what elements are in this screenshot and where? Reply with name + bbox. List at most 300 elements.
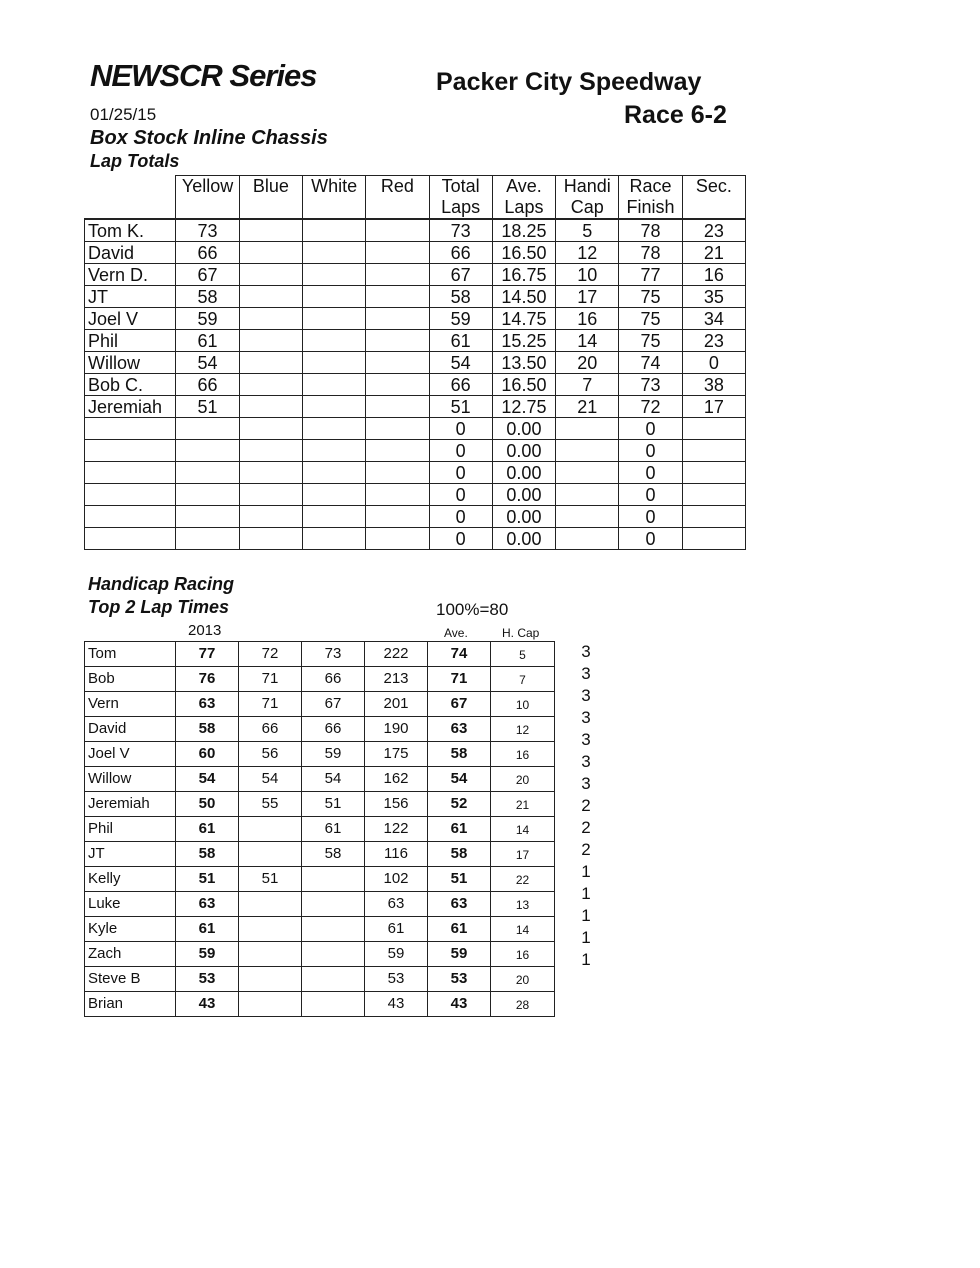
- table-cell: 66: [176, 242, 239, 264]
- table-cell: 75: [619, 308, 682, 330]
- race-count: 3: [581, 730, 591, 749]
- table-cell: [366, 286, 429, 308]
- table-cell: [176, 484, 239, 506]
- table-cell: 0: [619, 418, 682, 440]
- table-row: [85, 717, 555, 742]
- table-row: [85, 817, 555, 842]
- table-cell: 0: [429, 462, 492, 484]
- table-cell: 59: [365, 942, 428, 967]
- table-cell: 20: [556, 352, 619, 374]
- table-cell: [302, 352, 365, 374]
- table-cell: 18.25: [492, 219, 555, 242]
- table-cell: 17: [491, 842, 555, 867]
- table-cell: [682, 440, 745, 462]
- table-row: [85, 792, 555, 817]
- table-cell: 66: [302, 717, 365, 742]
- table-row: [85, 440, 746, 462]
- table-cell: [239, 506, 302, 528]
- table-cell: [239, 219, 302, 242]
- driver-name: Kyle: [85, 917, 176, 942]
- table-cell: 23: [682, 330, 745, 352]
- race-count: 2: [581, 818, 591, 837]
- table-cell: [302, 992, 365, 1017]
- table-cell: 14.50: [492, 286, 555, 308]
- race-count: 3: [581, 752, 591, 771]
- table-row: [85, 892, 555, 917]
- column-header: [682, 176, 745, 220]
- table-cell: 56: [239, 742, 302, 767]
- table-cell: [556, 506, 619, 528]
- table-cell: 12: [491, 717, 555, 742]
- table-cell: 63: [428, 892, 491, 917]
- table-cell: 66: [239, 717, 302, 742]
- table-cell: [302, 867, 365, 892]
- table-row: [85, 264, 746, 286]
- table-cell: [366, 264, 429, 286]
- table-cell: [176, 418, 239, 440]
- table-cell: [682, 484, 745, 506]
- table-cell: 58: [176, 717, 239, 742]
- table-cell: [682, 418, 745, 440]
- table-cell: 0: [682, 352, 745, 374]
- column-header-line2: Cap: [570, 197, 604, 217]
- table-cell: 77: [619, 264, 682, 286]
- driver-name: [85, 440, 176, 462]
- table-cell: [302, 462, 365, 484]
- table-row: [85, 842, 555, 867]
- table-cell: 63: [428, 717, 491, 742]
- table-cell: 63: [176, 892, 239, 917]
- table-cell: 66: [302, 667, 365, 692]
- driver-name: JT: [85, 286, 176, 308]
- table-cell: [302, 264, 365, 286]
- class-name: Box Stock Inline Chassis: [90, 127, 328, 149]
- driver-name: Phil: [85, 817, 176, 842]
- table-cell: 22: [491, 867, 555, 892]
- table-cell: 14: [491, 817, 555, 842]
- column-header: [429, 176, 492, 220]
- table-cell: 0: [429, 528, 492, 550]
- column-header: [176, 176, 239, 220]
- table-cell: 59: [176, 308, 239, 330]
- table-row: [85, 219, 746, 242]
- table-cell: 78: [619, 242, 682, 264]
- table-cell: [366, 440, 429, 462]
- table-cell: 76: [176, 667, 239, 692]
- table-row: [85, 867, 555, 892]
- driver-name: Vern: [85, 692, 176, 717]
- driver-name: Tom K.: [85, 219, 176, 242]
- table-cell: 38: [682, 374, 745, 396]
- table-cell: 53: [428, 967, 491, 992]
- table-cell: 54: [428, 767, 491, 792]
- table-cell: 12: [556, 242, 619, 264]
- table-cell: 13.50: [492, 352, 555, 374]
- table-cell: [302, 892, 365, 917]
- hcap-header: H. Cap: [502, 626, 540, 640]
- table-cell: 17: [682, 396, 745, 418]
- table-cell: 61: [176, 917, 239, 942]
- driver-name: JT: [85, 842, 176, 867]
- table-cell: 10: [491, 692, 555, 717]
- table-cell: [239, 352, 302, 374]
- table-cell: 72: [239, 642, 302, 667]
- table-cell: [302, 484, 365, 506]
- table-cell: 13: [491, 892, 555, 917]
- table-cell: 0: [619, 484, 682, 506]
- driver-name: [85, 462, 176, 484]
- table-cell: [302, 440, 365, 462]
- race-count-column: [578, 641, 594, 971]
- table-row: [85, 374, 746, 396]
- table-cell: [176, 506, 239, 528]
- table-cell: 20: [491, 967, 555, 992]
- race-count: 3: [581, 642, 591, 661]
- table-cell: [176, 462, 239, 484]
- table-cell: 7: [556, 374, 619, 396]
- driver-name: Willow: [85, 767, 176, 792]
- table-cell: 73: [176, 219, 239, 242]
- driver-name: David: [85, 242, 176, 264]
- table-cell: 222: [365, 642, 428, 667]
- track-name: Packer City Speedway: [436, 68, 702, 96]
- table-cell: 16: [556, 308, 619, 330]
- table-cell: 71: [239, 692, 302, 717]
- table-cell: [176, 528, 239, 550]
- table-cell: 54: [302, 767, 365, 792]
- table-cell: 51: [428, 867, 491, 892]
- column-header: [492, 176, 555, 220]
- table-cell: 16.50: [492, 242, 555, 264]
- table-row: [85, 642, 555, 667]
- table-cell: [239, 817, 302, 842]
- column-header: [302, 176, 365, 220]
- table-cell: 23: [682, 219, 745, 242]
- table-cell: 21: [682, 242, 745, 264]
- column-header-line1: Race: [629, 176, 672, 196]
- lap-totals-header-row: [85, 176, 746, 220]
- table-row: [85, 992, 555, 1017]
- table-cell: [302, 418, 365, 440]
- table-cell: [366, 352, 429, 374]
- table-cell: [239, 842, 302, 867]
- table-cell: 20: [491, 767, 555, 792]
- table-cell: [682, 462, 745, 484]
- table-cell: 61: [176, 817, 239, 842]
- table-cell: 73: [619, 374, 682, 396]
- table-cell: 61: [176, 330, 239, 352]
- table-cell: [239, 528, 302, 550]
- table-cell: 51: [176, 396, 239, 418]
- race-count: 3: [581, 664, 591, 683]
- table-cell: 73: [302, 642, 365, 667]
- table-cell: [239, 992, 302, 1017]
- header-blank: [85, 176, 176, 220]
- table-cell: 14: [491, 917, 555, 942]
- driver-name: [85, 484, 176, 506]
- table-cell: 59: [429, 308, 492, 330]
- table-row: [85, 396, 746, 418]
- column-header-line1: White: [311, 176, 358, 196]
- column-header-line2: Laps: [504, 197, 544, 217]
- column-header-line1: Yellow: [181, 176, 234, 196]
- race-count: 3: [581, 708, 591, 727]
- table-cell: [302, 396, 365, 418]
- table-cell: 61: [428, 917, 491, 942]
- table-cell: [556, 418, 619, 440]
- column-header: [366, 176, 429, 220]
- table-cell: 54: [176, 352, 239, 374]
- driver-name: Vern D.: [85, 264, 176, 286]
- table-cell: 0: [619, 528, 682, 550]
- table-cell: 34: [682, 308, 745, 330]
- table-cell: 55: [239, 792, 302, 817]
- table-cell: 61: [365, 917, 428, 942]
- table-cell: [302, 242, 365, 264]
- table-cell: 67: [429, 264, 492, 286]
- table-cell: [239, 242, 302, 264]
- table-cell: [302, 308, 365, 330]
- table-cell: [302, 219, 365, 242]
- table-cell: 75: [619, 286, 682, 308]
- table-cell: [239, 264, 302, 286]
- table-cell: 72: [619, 396, 682, 418]
- table-cell: [366, 219, 429, 242]
- table-cell: 53: [365, 967, 428, 992]
- section-label-lap-totals: Lap Totals: [90, 151, 180, 171]
- table-row: [85, 917, 555, 942]
- percent-note: 100%=80: [436, 600, 509, 619]
- table-cell: 43: [176, 992, 239, 1017]
- table-cell: 162: [365, 767, 428, 792]
- table-cell: 0: [619, 506, 682, 528]
- handicap-subtitle: Top 2 Lap Times: [88, 597, 230, 617]
- driver-name: Tom: [85, 642, 176, 667]
- table-cell: [366, 330, 429, 352]
- table-cell: 75: [619, 330, 682, 352]
- table-cell: 52: [428, 792, 491, 817]
- table-cell: 43: [365, 992, 428, 1017]
- table-cell: 16: [682, 264, 745, 286]
- race-count: 1: [581, 950, 591, 969]
- table-cell: [682, 528, 745, 550]
- table-cell: 0.00: [492, 440, 555, 462]
- table-cell: 59: [302, 742, 365, 767]
- column-header-line2: Laps: [441, 197, 481, 217]
- table-cell: 5: [556, 219, 619, 242]
- driver-name: Bob: [85, 667, 176, 692]
- table-cell: 0: [619, 462, 682, 484]
- race-date: 01/25/15: [90, 105, 157, 124]
- driver-name: [85, 528, 176, 550]
- table-row: [85, 330, 746, 352]
- table-cell: 71: [428, 667, 491, 692]
- column-header-line1: Blue: [252, 176, 289, 196]
- race-number: Race 6-2: [624, 101, 727, 129]
- table-row: [85, 242, 746, 264]
- table-cell: 61: [429, 330, 492, 352]
- table-cell: [239, 917, 302, 942]
- column-header-line1: Total: [441, 176, 480, 196]
- race-count: 2: [581, 840, 591, 859]
- lap-totals-table: [84, 175, 746, 550]
- table-cell: 213: [365, 667, 428, 692]
- table-row: [85, 484, 746, 506]
- table-cell: [239, 942, 302, 967]
- table-cell: 60: [176, 742, 239, 767]
- table-row: [85, 352, 746, 374]
- table-cell: 51: [302, 792, 365, 817]
- table-cell: 0.00: [492, 528, 555, 550]
- table-cell: 0: [619, 440, 682, 462]
- driver-name: David: [85, 717, 176, 742]
- table-cell: 122: [365, 817, 428, 842]
- table-cell: 58: [176, 286, 239, 308]
- table-cell: [556, 440, 619, 462]
- race-count: 1: [581, 862, 591, 881]
- table-cell: 63: [365, 892, 428, 917]
- table-cell: [556, 528, 619, 550]
- table-cell: 201: [365, 692, 428, 717]
- table-cell: [366, 418, 429, 440]
- table-cell: 58: [429, 286, 492, 308]
- table-cell: 7: [491, 667, 555, 692]
- table-cell: 0: [429, 440, 492, 462]
- table-cell: [302, 374, 365, 396]
- table-cell: [302, 286, 365, 308]
- table-cell: 54: [429, 352, 492, 374]
- table-cell: 67: [176, 264, 239, 286]
- table-cell: 35: [682, 286, 745, 308]
- column-header-line2: Finish: [626, 197, 675, 217]
- table-cell: 77: [176, 642, 239, 667]
- table-cell: 58: [428, 842, 491, 867]
- table-row: [85, 967, 555, 992]
- table-cell: 156: [365, 792, 428, 817]
- driver-name: Steve B: [85, 967, 176, 992]
- table-cell: 15.25: [492, 330, 555, 352]
- table-cell: [302, 506, 365, 528]
- table-cell: 116: [365, 842, 428, 867]
- driver-name: Bob C.: [85, 374, 176, 396]
- table-cell: [239, 462, 302, 484]
- table-cell: 0: [429, 484, 492, 506]
- table-cell: [302, 942, 365, 967]
- table-cell: [366, 396, 429, 418]
- table-cell: 16: [491, 942, 555, 967]
- table-cell: 0: [429, 506, 492, 528]
- race-count: 3: [581, 774, 591, 793]
- table-cell: 0: [429, 418, 492, 440]
- driver-name: Kelly: [85, 867, 176, 892]
- table-row: [85, 506, 746, 528]
- table-cell: 0.00: [492, 506, 555, 528]
- table-cell: 66: [176, 374, 239, 396]
- table-cell: [302, 917, 365, 942]
- table-row: [85, 418, 746, 440]
- table-cell: 51: [239, 867, 302, 892]
- table-cell: 61: [302, 817, 365, 842]
- table-row: [85, 667, 555, 692]
- table-cell: 16: [491, 742, 555, 767]
- table-cell: [176, 440, 239, 462]
- table-cell: 59: [176, 942, 239, 967]
- table-cell: 74: [428, 642, 491, 667]
- table-cell: 58: [176, 842, 239, 867]
- table-row: [85, 692, 555, 717]
- race-count: 1: [581, 906, 591, 925]
- table-cell: 78: [619, 219, 682, 242]
- driver-name: [85, 506, 176, 528]
- table-cell: 67: [302, 692, 365, 717]
- table-cell: 58: [302, 842, 365, 867]
- table-cell: [366, 374, 429, 396]
- table-cell: [366, 506, 429, 528]
- column-header: [556, 176, 619, 220]
- table-cell: 50: [176, 792, 239, 817]
- table-cell: 54: [239, 767, 302, 792]
- table-cell: 51: [176, 867, 239, 892]
- table-cell: [302, 967, 365, 992]
- table-row: [85, 308, 746, 330]
- table-cell: [239, 286, 302, 308]
- table-cell: [239, 330, 302, 352]
- table-cell: 5: [491, 642, 555, 667]
- table-cell: [239, 396, 302, 418]
- table-cell: 190: [365, 717, 428, 742]
- table-cell: 61: [428, 817, 491, 842]
- table-cell: 102: [365, 867, 428, 892]
- race-count: 3: [581, 686, 591, 705]
- column-header: [239, 176, 302, 220]
- race-count: 1: [581, 928, 591, 947]
- table-cell: 54: [176, 767, 239, 792]
- table-cell: 59: [428, 942, 491, 967]
- table-cell: 73: [429, 219, 492, 242]
- race-count: 1: [581, 884, 591, 903]
- handicap-title: Handicap Racing: [88, 574, 235, 594]
- table-cell: [302, 330, 365, 352]
- driver-name: Jeremiah: [85, 792, 176, 817]
- year-header: 2013: [188, 622, 222, 639]
- table-cell: 12.75: [492, 396, 555, 418]
- handicap-table: [84, 641, 555, 1017]
- table-cell: 14.75: [492, 308, 555, 330]
- table-row: [85, 528, 746, 550]
- table-row: [85, 767, 555, 792]
- table-cell: [682, 506, 745, 528]
- driver-name: [85, 418, 176, 440]
- table-cell: 53: [176, 967, 239, 992]
- table-cell: 51: [429, 396, 492, 418]
- ave-header: Ave.: [444, 626, 468, 640]
- table-cell: [239, 308, 302, 330]
- table-cell: 67: [428, 692, 491, 717]
- table-cell: 0.00: [492, 418, 555, 440]
- table-cell: [366, 462, 429, 484]
- table-cell: 16.50: [492, 374, 555, 396]
- column-header-line1: Handi: [563, 176, 611, 196]
- table-cell: 43: [428, 992, 491, 1017]
- table-cell: 0.00: [492, 484, 555, 506]
- table-cell: [239, 418, 302, 440]
- table-cell: [239, 484, 302, 506]
- driver-name: Jeremiah: [85, 396, 176, 418]
- table-row: [85, 286, 746, 308]
- driver-name: Luke: [85, 892, 176, 917]
- table-cell: 21: [556, 396, 619, 418]
- table-cell: [366, 308, 429, 330]
